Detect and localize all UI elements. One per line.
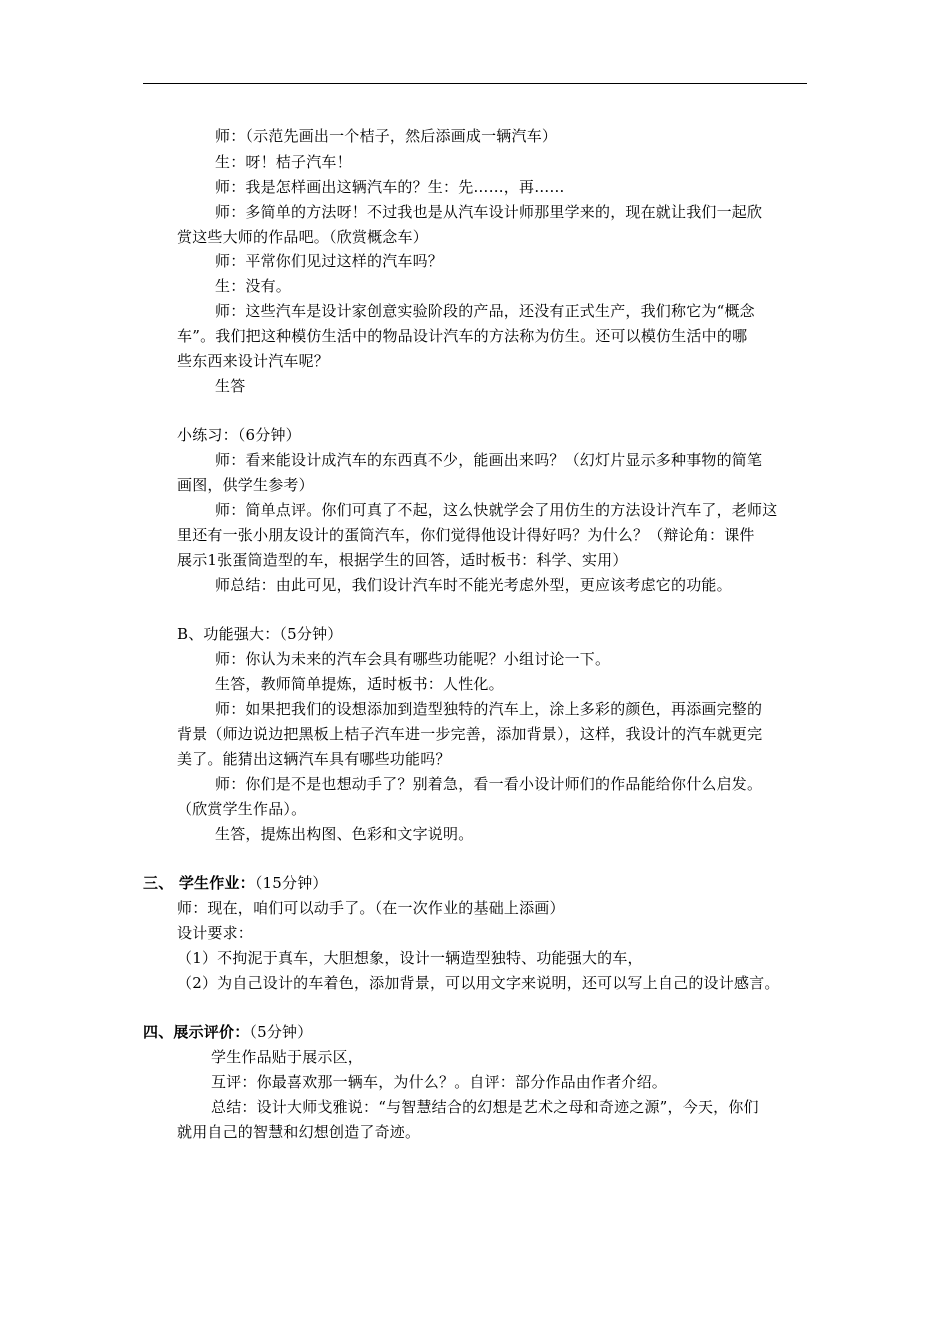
text-line: 就用自己的智慧和幻想创造了奇迹。 bbox=[177, 1123, 421, 1141]
text-line: 总结：设计大师戈雅说：“与智慧结合的幻想是艺术之母和奇迹之源”，今天，你们 bbox=[211, 1098, 759, 1116]
text-line: 师：（示范先画出一个桔子，然后添画成一辆汽车） bbox=[215, 127, 558, 145]
text-line: （欣赏学生作品）。 bbox=[177, 800, 307, 818]
text-line: 生：呀！桔子汽车！ bbox=[215, 153, 352, 171]
text-line: 师：看来能设计成汽车的东西真不少，能画出来吗？（幻灯片显示多种事物的简笔 bbox=[215, 451, 763, 469]
text-line: 师：多简单的方法呀！不过我也是从汽车设计师那里学来的，现在就让我们一起欣 bbox=[215, 203, 763, 221]
text-line: 师：你们是不是也想动手了？别着急，看一看小设计师们的作品能给你什么启发。 bbox=[215, 775, 763, 793]
text-line: （2）为自己设计的车着色，添加背景，可以用文字来说明，还可以写上自己的设计感言。 bbox=[177, 974, 780, 992]
section-heading bbox=[143, 1021, 312, 1043]
section-heading-title: 四、展示评价： bbox=[143, 1023, 250, 1041]
text-line: 师总结：由此可见，我们设计汽车时不能光考虑外型，更应该考虑它的功能。 bbox=[215, 576, 732, 594]
section-heading: 小练习：（6分钟） bbox=[177, 426, 301, 444]
text-line: 生答，提炼出构图、色彩和文字说明。 bbox=[215, 825, 474, 843]
section-heading: B、功能强大：（5分钟） bbox=[177, 625, 343, 643]
section-heading-duration: （15分钟） bbox=[254, 874, 328, 892]
text-line: 互评：你最喜欢那一辆车，为什么？。自评：部分作品由作者介绍。 bbox=[211, 1073, 668, 1091]
text-line: 生答，教师简单提炼，适时板书：人性化。 bbox=[215, 675, 504, 693]
section-heading-title: 三、 学生作业： bbox=[143, 874, 255, 892]
text-line: 些东西来设计汽车呢？ bbox=[177, 352, 330, 370]
section-heading bbox=[143, 872, 328, 894]
header-rule bbox=[143, 83, 807, 84]
text-line: 学生作品贴于展示区， bbox=[211, 1048, 364, 1066]
section-heading-duration: （5分钟） bbox=[249, 1023, 313, 1041]
text-line: 里还有一张小朋友设计的蛋筒汽车，你们觉得他设计得好吗？为什么？（辩论角：课件 bbox=[177, 526, 755, 544]
text-line: （1）不拘泥于真车，大胆想象，设计一辆造型独特、功能强大的车， bbox=[177, 949, 643, 967]
text-line: 背景（师边说边把黑板上桔子汽车进一步完善，添加背景），这样，我设计的汽车就更完 bbox=[177, 725, 763, 743]
text-line: 车”。我们把这种模仿生活中的物品设计汽车的方法称为仿生。还可以模仿生活中的哪 bbox=[177, 327, 748, 345]
text-line: 师：我是怎样画出这辆汽车的？生：先……，再…… bbox=[215, 178, 565, 196]
text-line: 设计要求： bbox=[177, 924, 254, 942]
text-line: 画图，供学生参考） bbox=[177, 476, 314, 494]
text-line: 师：平常你们见过这样的汽车吗？ bbox=[215, 252, 444, 270]
text-line: 师：如果把我们的设想添加到造型独特的汽车上，涂上多彩的颜色，再添画完整的 bbox=[215, 700, 763, 718]
text-line: 美了。能猜出这辆汽车具有哪些功能吗？ bbox=[177, 750, 451, 768]
text-line: 师：你认为未来的汽车会具有哪些功能呢？小组讨论一下。 bbox=[215, 650, 611, 668]
text-line: 赏这些大师的作品吧。（欣赏概念车） bbox=[177, 228, 428, 246]
text-line: 生答 bbox=[215, 377, 246, 395]
text-line: 生：没有。 bbox=[215, 277, 292, 295]
text-line: 师：现在，咱们可以动手了。（在一次作业的基础上添画） bbox=[177, 899, 565, 917]
text-line: 展示1张蛋筒造型的车，根据学生的回答，适时板书：科学、实用） bbox=[177, 551, 628, 569]
text-line: 师：简单点评。你们可真了不起，这么快就学会了用仿生的方法设计汽车了，老师这 bbox=[215, 501, 778, 519]
text-line: 师：这些汽车是设计家创意实验阶段的产品，还没有正式生产，我们称它为“概念 bbox=[215, 302, 755, 320]
